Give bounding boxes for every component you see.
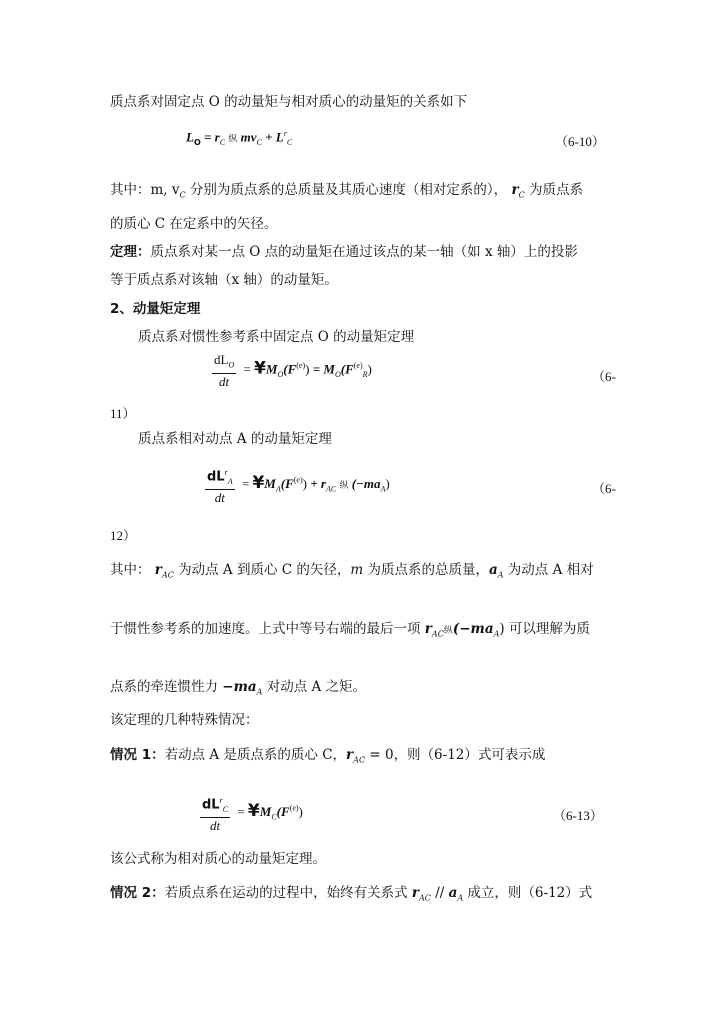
eq-sub: R bbox=[362, 369, 368, 379]
eq-sup: r bbox=[283, 129, 287, 138]
eq-sup: r bbox=[224, 468, 228, 477]
case-2-label: 情况 2： bbox=[110, 885, 165, 901]
eq-sub: A bbox=[275, 484, 281, 494]
paragraph-where-5 bbox=[110, 678, 366, 702]
eq-sub: A bbox=[457, 893, 464, 903]
where-text-rest: 分别为质点系的总质量及其质心速度（相对定系的）， bbox=[185, 182, 508, 198]
case-1-text: 若动点 A 是质点系的质心 C， bbox=[164, 747, 347, 763]
eq-sub: A bbox=[256, 687, 263, 697]
vector-a: a bbox=[488, 562, 498, 578]
equation-number-6-10: （6-10） bbox=[555, 134, 605, 149]
cross-symbol: 纵 bbox=[443, 626, 453, 636]
equation-number-6-11-a: （6- bbox=[592, 369, 616, 384]
eq-term: = 0 bbox=[365, 747, 394, 763]
eq-sub: C bbox=[271, 812, 277, 822]
theorem-label: 定理： bbox=[110, 244, 151, 260]
sum-symbol: ¥ bbox=[247, 800, 260, 821]
case-1-text-end: ，则（6-12）式可表示成 bbox=[393, 747, 546, 763]
fraction-denominator: dt bbox=[209, 817, 221, 833]
equation-6-13 bbox=[200, 793, 303, 833]
eq-sub: A bbox=[380, 484, 386, 494]
where-text: ) 可以理解为质 bbox=[499, 621, 590, 637]
eq-paren: ) bbox=[367, 361, 372, 377]
case-1-label: 情况 1： bbox=[110, 747, 165, 763]
where-text-2: 的质心 C 在定系中的矢径。 bbox=[110, 216, 278, 232]
equation-number-6-12-b: 12） bbox=[110, 528, 137, 543]
eq-paren: ) bbox=[298, 803, 303, 819]
eq-sub: AC bbox=[431, 629, 444, 639]
eq-sup: (e) bbox=[353, 360, 363, 370]
equation-number-6-12-a: （6- bbox=[592, 481, 616, 496]
eq-num: dL bbox=[207, 469, 225, 485]
eq-sub: A bbox=[493, 629, 500, 639]
fraction-numerator bbox=[212, 352, 236, 374]
where-text: 于惯性参考系的加速度。上式中等号右端的最后一项 bbox=[110, 621, 425, 637]
where-text: 为动点 A 到质心 C 的矢径， bbox=[173, 562, 351, 578]
eq-sub: O bbox=[228, 360, 235, 370]
eq-term: = r bbox=[204, 129, 220, 145]
theorem-text-2: 等于质点系对该轴（x 轴）的动量矩。 bbox=[110, 272, 338, 288]
paragraph-intro bbox=[110, 93, 467, 111]
vector-r: r bbox=[154, 562, 162, 578]
paragraph-where-4 bbox=[110, 620, 590, 644]
eq-sub: C bbox=[222, 804, 229, 814]
eq-sub: O bbox=[334, 369, 341, 379]
eq-sub: AC bbox=[325, 484, 337, 494]
eq-term: (−ma bbox=[452, 621, 494, 637]
equals: = bbox=[241, 475, 250, 491]
eq-sub: O bbox=[193, 137, 201, 147]
eq-num: dL bbox=[202, 797, 220, 813]
eq-term: M bbox=[265, 361, 278, 377]
eq-sub: C bbox=[286, 137, 293, 147]
eq-term: (F bbox=[340, 361, 354, 377]
where-text-end: 为质点系 bbox=[524, 182, 584, 198]
fraction bbox=[200, 793, 230, 833]
where-text: 为动点 A 相对 bbox=[503, 562, 594, 578]
sum-symbol: ¥ bbox=[254, 358, 266, 379]
eq-term: −ma bbox=[222, 679, 257, 695]
eq-term: (F bbox=[276, 803, 290, 819]
eq-sub: C bbox=[518, 190, 525, 200]
where-label: 其中： bbox=[110, 562, 151, 578]
eq-term: (F bbox=[283, 361, 297, 377]
fixed-point-text: 质点系对惯性参考系中固定点 O 的动量矩定理 bbox=[138, 329, 415, 345]
intro-text: 质点系对固定点 O 的动量矩与相对质心的动量矩的关系如下 bbox=[110, 94, 468, 110]
case-2-text: 若质点系在运动的过程中，始终有关系式 bbox=[164, 885, 412, 901]
parallel-symbol: // bbox=[430, 885, 449, 901]
cross-symbol: 纵 bbox=[339, 479, 349, 490]
equation-6-10 bbox=[186, 129, 292, 147]
paragraph-special-cases bbox=[110, 711, 259, 729]
eq-term: (−ma bbox=[351, 475, 381, 491]
fraction-numerator bbox=[200, 793, 230, 818]
eq-sub: O bbox=[277, 369, 284, 379]
eq-sub: AC bbox=[161, 570, 174, 580]
eq-term: + L bbox=[265, 129, 284, 145]
eq-num: dL bbox=[214, 352, 229, 367]
case-1-paragraph bbox=[110, 746, 545, 770]
eq-sub: C bbox=[256, 137, 262, 147]
eq-term: + r bbox=[310, 475, 326, 491]
where-text: 点系的牵连惯性力 bbox=[110, 679, 223, 695]
paragraph-where-3 bbox=[110, 561, 594, 585]
eq-sub: AC bbox=[419, 893, 431, 903]
equation-6-11 bbox=[212, 352, 372, 389]
eq-paren: ) bbox=[305, 361, 310, 377]
vector-a: a bbox=[448, 885, 458, 901]
paragraph-where-2 bbox=[110, 215, 277, 233]
eq-sub: AC bbox=[353, 755, 366, 765]
mass-symbol: m bbox=[350, 562, 364, 578]
eq-sup: (e) bbox=[293, 475, 303, 485]
eq-sup: r bbox=[219, 796, 223, 805]
eq-term: mv bbox=[240, 129, 257, 145]
theorem-paragraph bbox=[110, 243, 578, 261]
eq-sup: (e) bbox=[296, 360, 306, 370]
sum-symbol: ¥ bbox=[252, 472, 265, 493]
eq-term: M bbox=[259, 803, 272, 819]
vector-r: r bbox=[411, 885, 420, 901]
theorem-text: 质点系对某一点 O 点的动量矩在通过该点的某一轴（如 x 轴）上的投影 bbox=[150, 244, 578, 260]
paragraph-moving-point bbox=[138, 430, 332, 448]
equation-6-12 bbox=[205, 465, 390, 505]
where-text: 其中：m, v bbox=[110, 182, 180, 198]
eq-paren: ) bbox=[302, 475, 307, 491]
eq-paren: ) bbox=[385, 475, 390, 491]
equals: = bbox=[243, 361, 251, 377]
where-text: 为质点系的总质量， bbox=[363, 562, 489, 578]
paragraph-fixed-point bbox=[138, 328, 414, 346]
eq-sub: C bbox=[179, 190, 186, 200]
relative-theorem-text: 该公式称为相对质心的动量矩定理。 bbox=[110, 851, 326, 867]
vector-r: r bbox=[424, 621, 432, 637]
eq-term: M bbox=[264, 475, 276, 491]
case-2-paragraph bbox=[110, 884, 592, 908]
theorem-paragraph-2 bbox=[110, 271, 338, 289]
equation-number-6-13: （6-13） bbox=[553, 808, 603, 823]
eq-sub: A bbox=[497, 570, 504, 580]
eq-lhs: L bbox=[186, 129, 194, 145]
eq-sup: (e) bbox=[289, 803, 299, 813]
fraction bbox=[205, 465, 235, 505]
special-cases-text: 该定理的几种特殊情况： bbox=[110, 712, 259, 728]
where-text: 对动点 A 之矩。 bbox=[262, 679, 367, 695]
vector-r: r bbox=[346, 747, 354, 763]
vector-r: r bbox=[511, 182, 519, 198]
cross-symbol: 纵 bbox=[228, 133, 238, 144]
equation-number-6-11-b: 11） bbox=[110, 406, 136, 421]
fraction bbox=[212, 352, 236, 389]
case-2-text-end: 成立，则（6-12）式 bbox=[463, 885, 593, 901]
fraction-denominator: dt bbox=[219, 373, 230, 389]
eq-term: (F bbox=[280, 475, 294, 491]
fraction-denominator: dt bbox=[214, 489, 225, 505]
fraction-numerator bbox=[205, 465, 235, 490]
section-heading: 2、动量矩定理 bbox=[110, 301, 201, 317]
eq-term: = M bbox=[312, 361, 335, 377]
eq-sub: A bbox=[227, 476, 233, 486]
moving-point-text: 质点系相对动点 A 的动量矩定理 bbox=[138, 431, 332, 447]
equals: = bbox=[237, 803, 245, 819]
paragraph-relative-theorem bbox=[110, 850, 326, 868]
eq-sub: C bbox=[219, 137, 226, 147]
paragraph-where-1 bbox=[110, 181, 583, 205]
